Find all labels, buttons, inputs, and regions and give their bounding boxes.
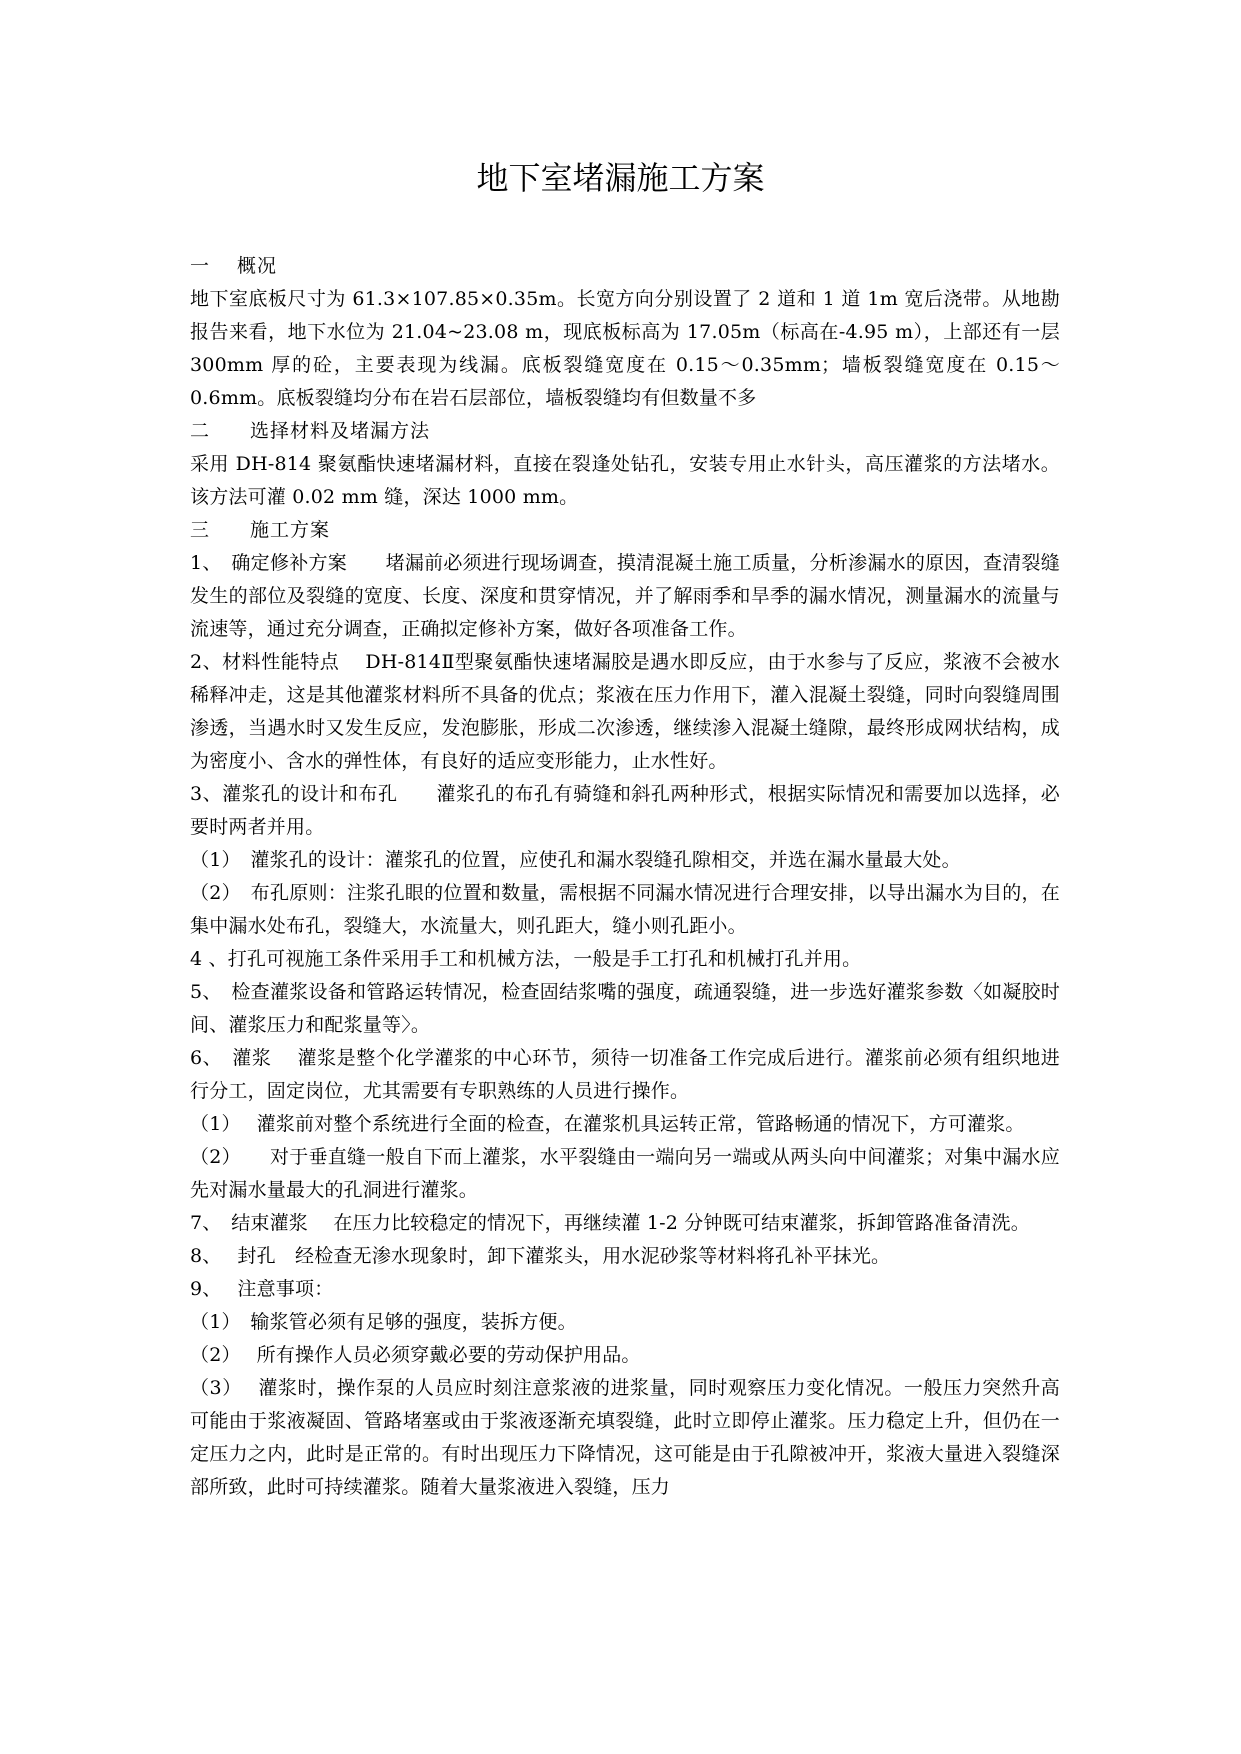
paragraph-step-7: 7、 结束灌浆 在压力比较稳定的情况下，再继续灌 1-2 分钟既可结束灌浆，拆卸管路准备清洗。: [190, 1212, 1030, 1234]
paragraph-step-9-1: （1） 输浆管必须有足够的强度，装拆方便。: [190, 1311, 577, 1333]
paragraph-overview: 地下室底板尺寸为 61.3×107.85×0.35m。长宽方向分别设置了 2 道和 1 道 1m 宽后浇带。从地勘报告来看，地下水位为 21.04~23.08 m，现底板标高为 17.05m（标高在-4.95 m），上部还有一层 300mm 厚的砼，主要表现为线漏。底板裂缝宽度在 0.15～0.35mm；墙板裂缝宽度在 0.15～0.6mm。底板裂缝均分布在岩石层部位，墙板裂缝均有但数量不多: [190, 288, 1060, 409]
section-heading-materials: 二 选择材料及堵漏方法: [190, 420, 431, 442]
paragraph-step-3-2: （2） 布孔原则：注浆孔眼的位置和数量，需根据不同漏水情况进行合理安排，以导出漏水为目的，在集中漏水处布孔，裂缝大，水流量大，则孔距大，缝小则孔距小。: [190, 882, 1060, 937]
paragraph-step-9: 9、 注意事项：: [190, 1278, 334, 1300]
paragraph-step-9-2: （2） 所有操作人员必须穿戴必要的劳动保护用品。: [190, 1344, 641, 1366]
document-body: [190, 250, 1060, 1504]
section-heading-overview: 一 概况: [190, 255, 278, 277]
paragraph-materials: 采用 DH-814 聚氨酯快速堵漏材料，直接在裂逢处钻孔，安装专用止水针头，高压灌浆的方法堵水。该方法可灌 0.02 mm 缝，深达 1000 mm。: [190, 453, 1060, 508]
section-heading-plan: 三 施工方案: [190, 519, 331, 541]
paragraph-step-1: 1、 确定修补方案 堵漏前必须进行现场调查，摸清混凝土施工质量，分析渗漏水的原因，查清裂缝发生的部位及裂缝的宽度、长度、深度和贯穿情况，并了解雨季和旱季的漏水情况，测量漏水的流量与流速等，通过充分调查，正确拟定修补方案，做好各项准备工作。: [190, 552, 1060, 640]
paragraph-step-2: 2、材料性能特点 DH-814Ⅱ型聚氨酯快速堵漏胶是遇水即反应，由于水参与了反应，浆液不会被水稀释冲走，这是其他灌浆材料所不具备的优点；浆液在压力作用下，灌入混凝土裂缝，同时向裂缝周围渗透，当遇水时又发生反应，发泡膨胀，形成二次渗透，继续渗入混凝土缝隙，最终形成网状结构，成为密度小、含水的弹性体，有良好的适应变形能力，止水性好。: [190, 651, 1060, 772]
paragraph-step-6-2: （2） 对于垂直缝一般自下而上灌浆，水平裂缝由一端向另一端或从两头向中间灌浆；对集中漏水应先对漏水量最大的孔洞进行灌浆。: [190, 1146, 1060, 1201]
paragraph-step-8: 8、 封孔 经检查无渗水现象时，卸下灌浆头，用水泥砂浆等材料将孔补平抹光。: [190, 1245, 891, 1267]
paragraph-step-4: 4 、打孔可视施工条件采用手工和机械方法，一般是手工打孔和机械打孔并用。: [190, 948, 862, 970]
paragraph-step-6-1: （1） 灌浆前对整个系统进行全面的检查，在灌浆机具运转正常，管路畅通的情况下，方可灌浆。: [190, 1113, 1025, 1135]
paragraph-step-3: 3、灌浆孔的设计和布孔 灌浆孔的布孔有骑缝和斜孔两种形式，根据实际情况和需要加以选择，必要时两者并用。: [190, 783, 1060, 838]
paragraph-step-6: 6、 灌浆 灌浆是整个化学灌浆的中心环节，须待一切准备工作完成后进行。灌浆前必须有组织地进行分工，固定岗位，尤其需要有专职熟练的人员进行操作。: [190, 1047, 1060, 1102]
document-title: 地下室堵漏施工方案: [476, 159, 765, 197]
paragraph-step-3-1: （1） 灌浆孔的设计：灌浆孔的位置，应使孔和漏水裂缝孔隙相交，并选在漏水量最大处。: [190, 849, 961, 871]
paragraph-step-5: 5、 检查灌浆设备和管路运转情况，检查固结浆嘴的强度，疏通裂缝，进一步选好灌浆参数〈如凝胶时间、灌浆压力和配浆量等〉。: [190, 981, 1060, 1036]
paragraph-step-9-3: （3） 灌浆时，操作泵的人员应时刻注意浆液的进浆量，同时观察压力变化情况。一般压力突然升高可能由于浆液凝固、管路堵塞或由于浆液逐渐充填裂缝，此时立即停止灌浆。压力稳定上升，但仍在一定压力之内，此时是正常的。有时出现压力下降情况，这可能是由于孔隙被冲开，浆液大量进入裂缝深部所致，此时可持续灌浆。随着大量浆液进入裂缝，压力: [190, 1377, 1060, 1498]
